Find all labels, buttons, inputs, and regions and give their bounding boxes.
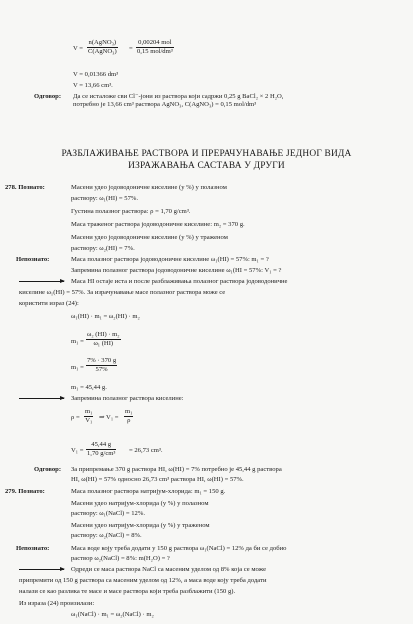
known-nacl-fraction-1-value: раствору: ω₁(NaCl) = 12%.	[71, 510, 145, 517]
answer-line-2: потребно је 13,66 cm³ раствора AgNO₃, C(AgNO₃) = 0,15 mol/dm³	[73, 101, 257, 108]
explanation-volume: Запремина полазног раствора киселине:	[71, 395, 184, 402]
answer-278-line-1: За припремање 370 g раствора HI, ω(HI) = 7% потребно је 45,44 g раствора	[71, 466, 282, 473]
answer-label: Одговор:	[34, 466, 62, 473]
fraction-numerator: m₁	[85, 408, 93, 415]
fraction-denominator: 0,15 mol/dm³	[137, 48, 173, 55]
answer-line-1: Да се исталоже сви Cl⁻-јони из раствора који садржи 0,25 g BaCl₂ × 2 H₂O,	[73, 93, 284, 100]
fraction-numerator: m₁	[125, 408, 133, 415]
explanation-279-line-1: Одреди се маса раствора NaCl са масеним уделом од 8% која се може	[71, 566, 267, 573]
explanation-line-1: Маса HI остаје иста и после разблаживања полазног раствора јодоводоничне	[71, 278, 288, 285]
unknown-label: Непознато:	[16, 256, 50, 263]
implies-v1: ⇒ V₁ =	[99, 414, 119, 421]
unknown-mass: Маса полазног раствора јодоводоничне киселине ω₁(HI) = 57%: m₁ = ?	[71, 256, 269, 263]
fraction-denominator: C(AgNO₃)	[88, 48, 117, 55]
known-nacl-fraction-1: Масени удео натријум-хлорида (у %) у полазном	[71, 500, 209, 507]
equals-sign: =	[129, 45, 133, 52]
known-nacl-fraction-2: Масени удео натријум-хлорида (у %) у траженом	[71, 522, 210, 529]
section-heading-line-1: РАЗБЛАЖИВАЊЕ РАСТВОРА И ПРЕРАЧУНАВАЊЕ ЈЕДНОГ ВИДА	[61, 149, 352, 159]
equation-nacl-dilution: ω₁(NaCl) · m₁ = ω₂(NaCl) · m₂	[71, 611, 154, 618]
unknown-label: Непознато:	[16, 545, 50, 552]
known-nacl-fraction-2-value: раствору: ω₂(NaCl) = 8%.	[71, 532, 142, 539]
fraction-denominator: V₁	[85, 417, 93, 424]
fraction-m1-formula	[86, 331, 121, 348]
volume-dm3: V = 0,01366 dm³	[73, 71, 119, 78]
fraction-denominator: 1,70 g/cm³	[87, 450, 116, 457]
known-mass-fraction-2: Масени удео јодоводоничне киселине (у %) у траженом	[71, 234, 228, 241]
arrow-icon	[19, 398, 64, 399]
equation-m1-values-lhs: m₁ =	[71, 364, 84, 371]
problem-279-known-label: 279. Познато:	[5, 488, 45, 495]
v1-result: = 26,73 cm³.	[129, 447, 163, 454]
arrow-icon	[19, 569, 64, 570]
volume-cm3: V = 13,66 cm³.	[73, 82, 113, 89]
explanation-line-2: киселине ω₁(HI) = 57%. За израчунавање масе полазног раствора може се	[19, 289, 226, 296]
known-mass-solution: Маса полазног раствора натријум-хлорида: m₁ = 150 g.	[71, 488, 226, 495]
answer-278-line-2: HI, ω(HI) = 57% односно 26,73 cm³ раствора HI, ω(HI) = 57%.	[71, 476, 244, 483]
known-target-mass: Маса траженог раствора јодоводоничне киселине: m₂ = 370 g.	[71, 221, 245, 228]
arrow-icon	[19, 281, 64, 282]
problem-278-known-label: 278. Познато:	[5, 184, 45, 191]
fraction-numerator: n(AgNO₃)	[88, 39, 117, 46]
known-mass-fraction-2-value: раствору: ω₂(HI) = 7%.	[71, 245, 135, 252]
fraction-m1-values	[86, 357, 117, 374]
v1-lhs: V₁ =	[71, 447, 84, 454]
known-mass-fraction-1: Масени удео јодоводоничне киселине (у %) у полазном	[71, 184, 227, 191]
fraction-numerator: 0,00204 mol	[136, 39, 174, 48]
volume-label: V =	[73, 45, 84, 52]
section-heading-line-2: ИЗРАЖАВАЊА САСТАВА У ДРУГИ	[128, 161, 285, 171]
fraction-v1	[124, 408, 133, 425]
known-mass-fraction-1-value: раствору: ω₁(HI) = 57%.	[71, 195, 139, 202]
fraction-n-over-c	[87, 39, 118, 56]
answer-label: Одговор:	[34, 93, 62, 100]
known-density: Густина полазног раствора: ρ = 1,70 g/cm³.	[71, 208, 191, 215]
fraction-values	[136, 39, 174, 56]
result-m1: m₁ = 45,44 g.	[71, 384, 107, 391]
explanation-279-line-4: Из израза (24) произилази:	[19, 600, 95, 607]
fraction-numerator: 7% · 370 g	[87, 357, 117, 364]
fraction-denominator: 57%	[95, 366, 108, 373]
explanation-279-line-2: припремити од 150 g раствора са масеним уделом од 12%, а маса воде коју треба додати	[19, 577, 267, 584]
equation-dilution: ω₁(HI) · m₁ = ω₂(HI) · m₂	[71, 313, 140, 320]
fraction-denominator: ω₁ (HI)	[93, 340, 114, 347]
unknown-water-mass-cont: раствор ω₂(NaCl) = 8%: m(H₂O) = ?	[71, 555, 170, 562]
fraction-v1-values	[86, 441, 116, 458]
fraction-numerator: 45,44 g	[86, 441, 116, 450]
explanation-279-line-3: налази се као разлика те масе и масе раствора који треба разблажити (150 g).	[19, 588, 236, 595]
explanation-line-3: користити израз (24):	[19, 300, 79, 307]
density-lhs: ρ =	[71, 414, 80, 421]
unknown-volume: Запремина полазног раствора јодоводоничне киселине ω₁(HI = 57%: V₁ = ?	[71, 267, 282, 274]
fraction-numerator: ω₂ (HI) · m₂	[87, 331, 120, 338]
fraction-density	[84, 408, 93, 425]
fraction-denominator: ρ	[127, 417, 131, 424]
unknown-water-mass: Маса воде коју треба додати у 150 g раствора ω₁(NaCl) = 12% да би се добио	[71, 545, 287, 552]
equation-m1-lhs: m₁ =	[71, 338, 84, 345]
